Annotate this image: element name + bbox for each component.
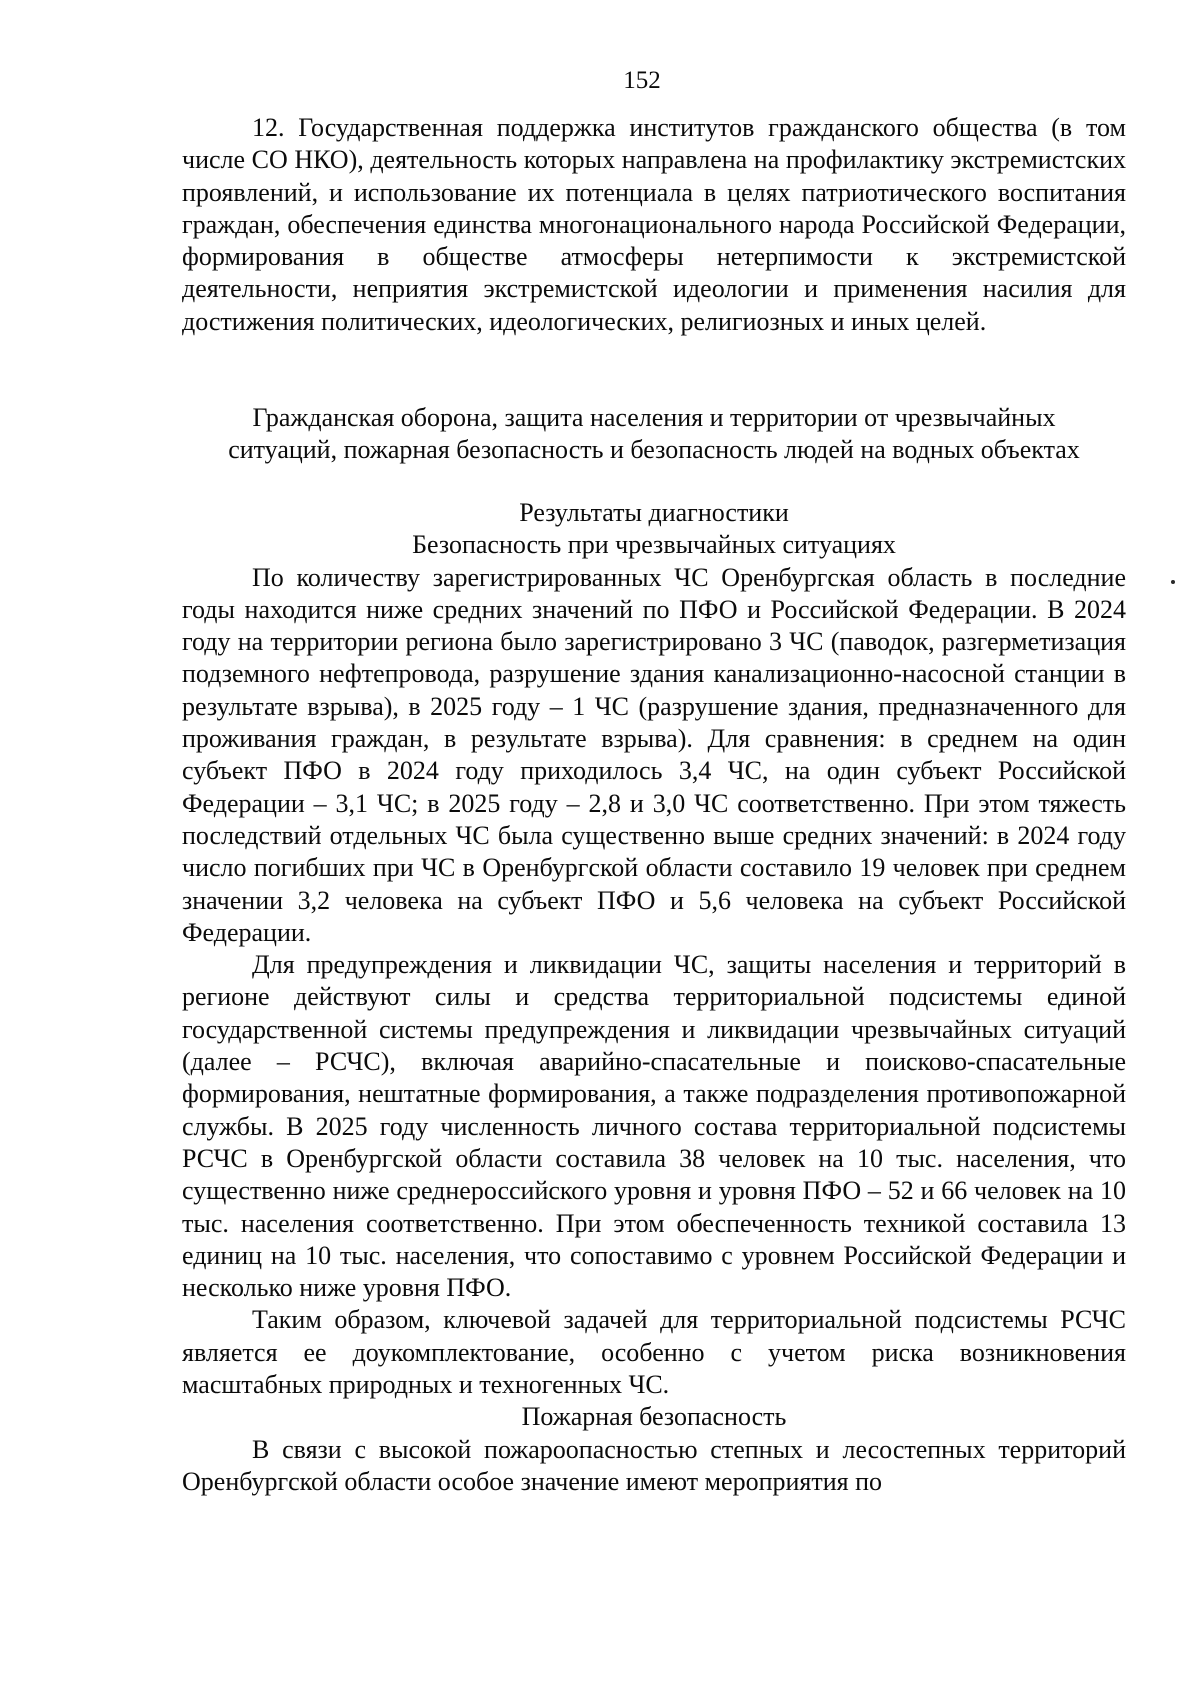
paragraph-item-12: 12. Государственная поддержка институтов гражданского общества (в том числе СО НКО), деятельность которых направлена на профилактику экстремистских проявлений, и использование их потенциала в целях патриотического воспитания граждан, обеспечения единства многонационального народа Российской Федерации, формирования в обществе атмосферы нетерпимости к экстремистской деятельности, неприятия экстремистской идеологии и применения насилия для достижения политических, идеологических, религиозных и иных целей. [182,113,1126,336]
section-title [176,402,1132,466]
subheading-fire: Пожарная безопасность [521,1402,787,1432]
paragraph-emergency-2: Для предупреждения и ликвидации ЧС, защиты населения и территорий в регионе действуют силы и средства территориальной подсистемы единой государственной системы предупреждения и ликвидации чрезвычайных ситуаций (далее – РСЧС), включая аварийно-спасательные и поисково-спасательные формирования, нештатные формирования, а также подразделения противопожарной службы. В 2025 году численность личного состава территориальной подсистемы РСЧС в Оренбургской области составила 38 человек на 10 тыс. населения, что существенно ниже среднероссийского уровня и уровня ПФО – 52 и 66 человек на 10 тыс. населения соответственно. При этом обеспеченность техникой составила 13 единиц на 10 тыс. населения, что сопоставимо с уровнем Российской Федерации и несколько ниже уровня ПФО. [182,950,1126,1303]
page-number: 152 [623,67,661,94]
paragraph-emergency-3: Таким образом, ключевой задачей для территориальной подсистемы РСЧС является ее доукомплектование, особенно с учетом риска возникновения масштабных природных и техногенных ЧС. [182,1305,1126,1400]
item-12-block [182,112,1126,338]
section-title-line-2: ситуаций, пожарная безопасность и безопасность людей на водных объектах [228,435,1080,464]
subheading-emergency: Безопасность при чрезвычайных ситуациях [412,530,896,560]
section-title-line-1: Гражданская оборона, защита населения и территории от чрезвычайных [252,403,1056,432]
paragraph-emergency-1: По количеству зарегистрированных ЧС Оренбургская область в последние годы находится ниже средних значений по ПФО и Российской Федерации. В 2024 году на территории региона было зарегистрировано 3 ЧС (паводок, разгерметизация подземного нефтепровода, разрушение здания канализационно-насосной станции в результате взрыва), в 2025 году – 1 ЧС (разрушение здания, предназначенного для проживания граждан, в результате взрыва). Для сравнения: в среднем на один субъект ПФО в 2024 году приходилось 3,4 ЧС, на один субъект Российской Федерации – 3,1 ЧС; в 2025 году – 2,8 и 3,0 ЧС соответственно. При этом тяжесть последствий отдельных ЧС была существенно выше средних значений: в 2024 году число погибших при ЧС в Оренбургской области составило 19 человек при среднем значении 3,2 человека на субъект ПФО и 5,6 человека на субъект Российской Федерации. [182,562,1126,947]
diagnostics-block [182,497,1126,1498]
subheading-results: Результаты диагностики [519,498,789,527]
paragraph-fire-1: В связи с высокой пожароопасностью степных и лесостепных территорий Оренбургской области особое значение имеют мероприятия по [182,1434,1126,1496]
scan-speck [1171,580,1175,584]
